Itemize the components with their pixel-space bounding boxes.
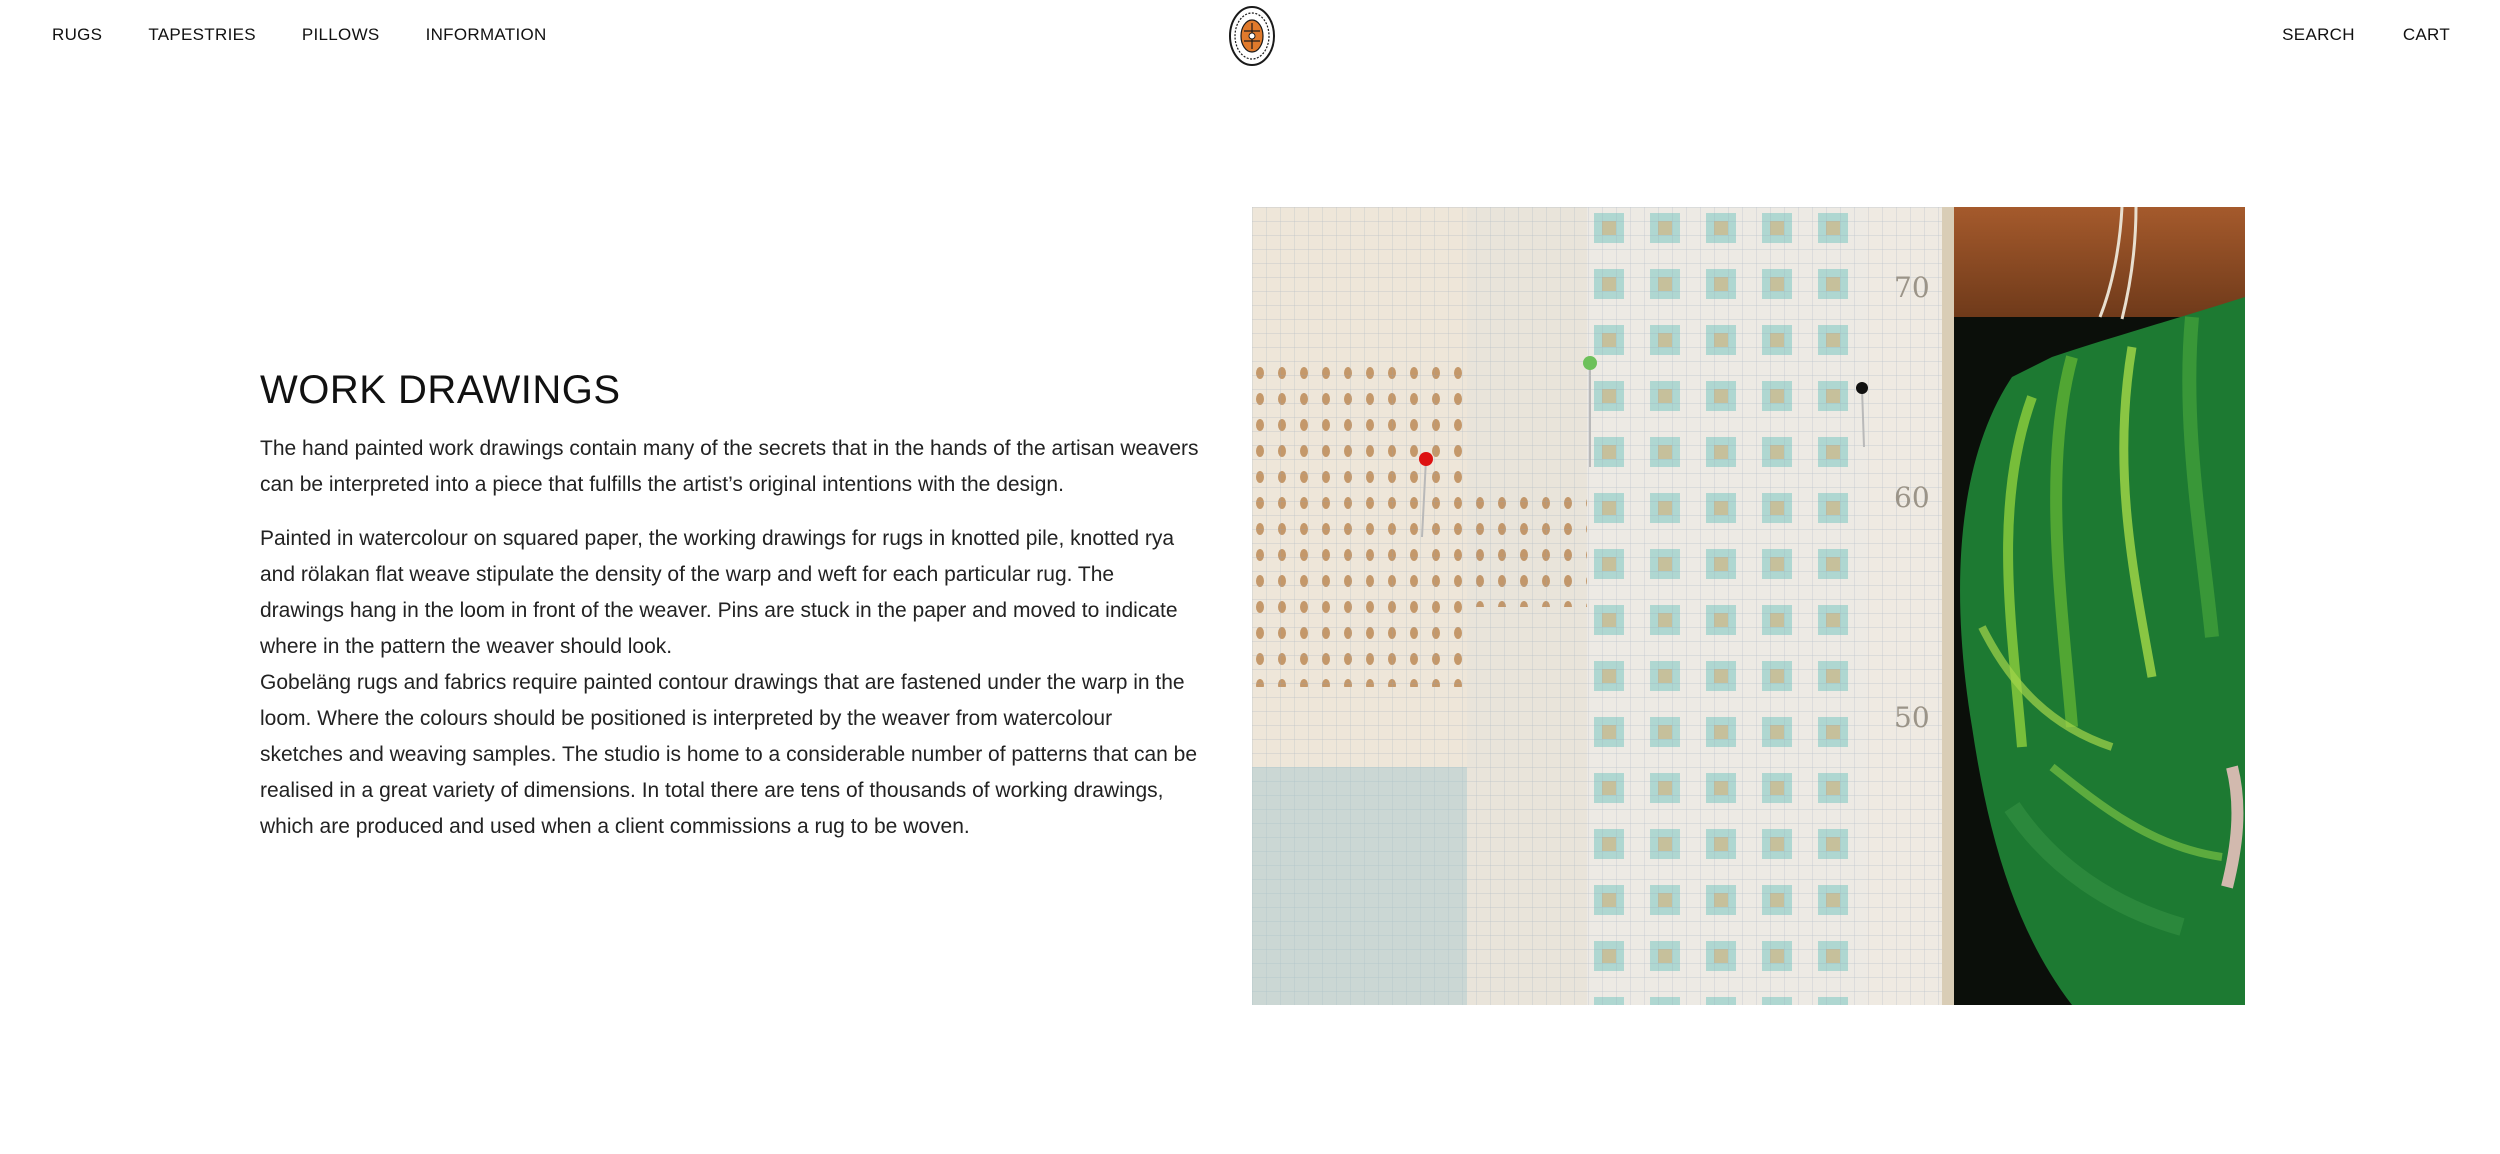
utility-menu	[2234, 25, 2450, 45]
work-drawing-photo	[1252, 207, 2245, 1005]
top-navigation	[0, 0, 2500, 72]
black-pin	[1856, 382, 1868, 394]
nav-pillows[interactable]: PILLOWS	[301, 25, 380, 44]
brand-seal-icon[interactable]	[1228, 4, 1276, 68]
intro-paragraph: The hand painted work drawings contain many of the secrets that in the hands of the artisan weavers can be interpreted into a piece that fulfills the artist’s original intentions with the design.	[260, 437, 1199, 496]
work-drawings-section	[260, 368, 1200, 845]
nav-tapestries[interactable]: TAPESTRIES	[148, 25, 256, 44]
sheet-number-60: 60	[1894, 481, 1930, 514]
nav-cart[interactable]: CART	[2402, 25, 2450, 44]
page-title: WORK DRAWINGS	[260, 368, 621, 412]
gobelang-paragraph: Gobeläng rugs and fabrics require painted contour drawings that are fastened under the warp in the loom. Where the colours should be positioned is interpreted by the weaver from watercolour sketches and weaving samples. The studio is home to a considerable number of patterns that can be realised in a great variety of dimensions. In total there are tens of thousands of working drawings, which are produced and used when a client commissions a rug to be woven.	[260, 671, 1197, 838]
sheet-number-50: 50	[1894, 701, 1930, 734]
watercolour-paragraph: Painted in watercolour on squared paper, the working drawings for rugs in knotted pile, knotted rya and rölakan flat weave stipulate the density of the warp and weft for each particular rug. The drawings hang in the loom in front of the weaver. Pins are stuck in the paper and moved to indicate where in the pattern the weaver should look.	[260, 527, 1178, 658]
red-pin	[1419, 452, 1433, 466]
sheet-number-70: 70	[1894, 271, 1930, 304]
nav-information[interactable]: INFORMATION	[425, 25, 547, 44]
primary-menu	[52, 25, 593, 45]
logo-seal-svg	[1228, 4, 1276, 68]
nav-rugs[interactable]: RUGS	[52, 25, 103, 44]
green-pin	[1583, 356, 1597, 370]
nav-search[interactable]: SEARCH	[2282, 25, 2355, 44]
photo-illustration	[1252, 207, 2245, 1005]
